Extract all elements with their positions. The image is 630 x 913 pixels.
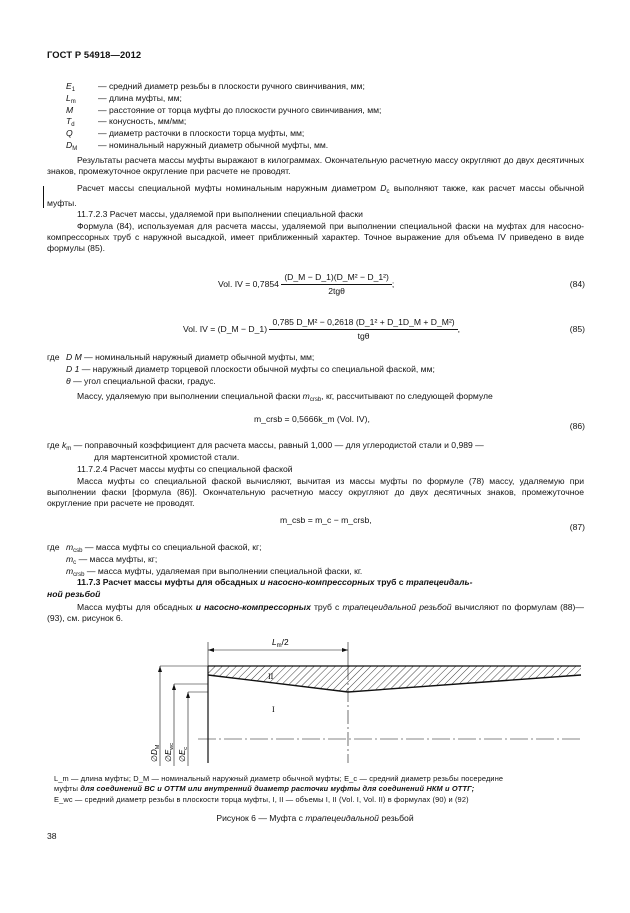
lm-half-label: $L_m/2$	[272, 637, 289, 649]
paragraph-removed-mass: Массу, удаляемую при выполнении специальной фаски $m_{crsb}$, кг, рассчитывают по следующей формуле	[77, 391, 493, 403]
figure-6-coupling-drawing	[140, 628, 600, 768]
where-symbol-subscript: crsb	[73, 571, 85, 578]
formula-87-body: m_csb = m_c − m_crsb,	[280, 515, 372, 525]
definition-row	[50, 128, 590, 140]
where-row	[47, 566, 587, 578]
where-text: — угол специальной фаски, градус.	[73, 375, 216, 386]
formula-85-denominator: tgθ	[357, 331, 370, 341]
definition-symbol: $T_d$	[66, 116, 75, 129]
definition-text: — номинальный наружный диаметр обычной муфты, мм.	[98, 139, 329, 150]
paragraph-special-coupling: Расчет массы специальной муфты номинальным наружным диаметром $D_c$ выполняют также, как расчет массы обычной муфты.	[47, 183, 585, 208]
ewc-arrow	[172, 684, 176, 690]
where-text: — наружный диаметр торцевой плоскости обычной муфты со специальной фаской, мм;	[81, 363, 435, 374]
definition-row	[50, 93, 590, 105]
formula-85-numerator: 0,785 D_M² − 0,2618 (D_1² + D_1D_M + D_M²)	[269, 317, 457, 330]
where-text: — номинальный наружный диаметр обычной муфты, мм;	[84, 352, 315, 362]
definition-symbol-subscript: M	[72, 145, 78, 152]
section-heading-11-7-3-cont: ной резьбой	[47, 589, 101, 599]
formula-84-number: (84)	[569, 279, 585, 289]
where-symbol: $m_{csb}$	[66, 542, 83, 554]
where-row	[47, 542, 587, 554]
formula-85-number: (85)	[569, 324, 585, 334]
definition-symbol-subscript: d	[71, 122, 75, 129]
where-text: — масса муфты со специальной фаской, кг;	[84, 542, 262, 552]
where-symbol: D 1	[66, 363, 80, 374]
ec-arrow	[186, 692, 190, 698]
where-symbol: D M	[66, 352, 82, 362]
formula-86-number: (86)	[569, 421, 585, 431]
region-i-label: I	[272, 705, 275, 714]
region-ii-label: II	[268, 672, 274, 681]
where-symbol-subscript: c	[73, 559, 77, 566]
definition-symbol-subscript: m	[70, 98, 76, 105]
paragraph-special-chamfer-mass: Масса муфты со специальной фаской вычисляют, вычитая из массы муфты по формуле (78) массу, удаляемую при выполнении фаски [формула (86)]. Окончательную расчетную массу округляют до двух десятичных знаков, промежуточное округление при расчете не проводят.	[47, 476, 584, 508]
section-heading-11-7-3: 11.7.3 Расчет массы муфты для обсадных и насосно-компрессорных труб с трапецеидаль-	[77, 577, 473, 587]
ec-dimension-label: $\emptyset E_c$	[178, 746, 189, 762]
section-heading-11-7-2-4: 11.7.2.4 Расчет массы муфты со специальной фаской	[77, 464, 293, 474]
definition-symbol-subscript: 1	[71, 87, 76, 93]
definition-text: — конусность, мм/мм;	[98, 116, 187, 127]
change-marker	[43, 186, 44, 208]
formula-84-lhs: Vol. IV = 0,7854	[218, 278, 279, 289]
where-row	[47, 376, 587, 388]
definition-text: — средний диаметр резьбы в плоскости ручного свинчивания, мм;	[98, 81, 365, 91]
dm-arrow	[158, 666, 162, 672]
paragraph-correction-factor-cont: для мартенситной хромистой стали.	[94, 452, 240, 462]
figure-caption-line-3: E_wc — средний диаметр резьбы в плоскости торца муфты, I, II — объемы I, II (Vol. I, Vol. II) в формулах (90) и (92)	[54, 795, 469, 804]
page-number: 38	[47, 831, 57, 841]
definition-symbol: M	[66, 104, 74, 115]
where-symbol: θ	[66, 375, 71, 386]
where-row	[47, 364, 587, 376]
formula-84: Vol. IV = 0,7854 $\frac{\text{(D\_M − D\_1)(D\_M² − D\_1²)}}{\text{2tgθ}}$ ; (84)	[218, 272, 585, 296]
document-header: ГОСТ Р 54918—2012	[47, 49, 142, 60]
definition-row	[50, 116, 590, 128]
where-symbol-subscript: csb	[73, 548, 83, 554]
definition-symbol: $D_M$	[66, 139, 78, 152]
formula-87-number: (87)	[569, 522, 585, 532]
figure-caption-line-1: L_m — длина муфты; D_M — номинальный наружный диаметр обычной муфты; E_c — средний диаметр резьбы посередине	[54, 774, 504, 783]
where-text: — масса муфты, удаляемая при выполнении специальной фаски, кг.	[86, 565, 363, 576]
figure-caption-line-2: муфты для соединений ВС и ОТТМ или внутренний диаметр расточки муфты для соединений НКМ и ОТТГ;	[54, 784, 475, 793]
paragraph-formula-84-intro: Формула (84), используемая для расчета массы, удаляемой при выполнении специальной фаски на муфтах для насосно-компрессорных труб с наружной высадкой, имеет приближенный характер. Точное выражение для объема IV приведено в виде формулы (85).	[47, 221, 584, 253]
definition-text: — длина муфты, мм;	[98, 92, 182, 103]
formula-86-body: m_crsb = 0,5666k_m (Vol. IV),	[254, 414, 370, 424]
definition-list	[50, 81, 590, 152]
definition-row	[50, 140, 590, 152]
paragraph-trapezoidal-mass: Масса муфты для обсадных и насосно-компрессорных труб с трапецеидальной резьбой вычисляют по формулам (88)—(93), см. рисунок 6.	[47, 602, 584, 623]
figure-title: Рисунок 6 — Муфта с трапецеидальной резьбой	[216, 813, 414, 823]
where-symbol: $m_c$	[66, 553, 77, 566]
where-row	[47, 554, 587, 566]
definition-symbol: Q	[66, 128, 73, 139]
where-symbol: $m_{crsb}$	[66, 565, 85, 578]
formula-84-numerator: (D_M − D_1)(D_M² − D_1²)	[281, 272, 392, 285]
where-row	[47, 352, 587, 364]
definition-text: — расстояние от торца муфты до плоскости ручного свинчивания, мм;	[98, 104, 382, 115]
paragraph-result-rounding: Результаты расчета массы муфты выражают в килограммах. Окончательную расчетную массу округляют до двух десятичных знаков, промежуточное округление при расчете не проводят.	[47, 155, 584, 176]
where-lead: где	[47, 542, 60, 552]
formula-86	[40, 414, 585, 440]
where-list-85	[47, 352, 587, 387]
paragraph-correction-factor: где $k_m$ — поправочный коэффициент для расчета массы, равный 1,000 — для углеродистой стали и 0,989 —	[47, 440, 484, 452]
formula-87	[40, 515, 585, 541]
where-text: — масса муфты, кг;	[78, 553, 158, 564]
definition-symbol: $L_m$	[66, 92, 76, 105]
definition-row	[50, 81, 590, 93]
where-list-87	[47, 542, 587, 577]
where-lead: где	[47, 352, 60, 362]
definition-symbol: $E_1$	[66, 81, 76, 93]
formula-85-lhs: Vol. IV = (D_M − D_1)	[183, 323, 268, 334]
ewc-dimension-label: $\emptyset E_{wc}$	[164, 742, 175, 762]
dm-dimension-label: $\emptyset D_M$	[150, 744, 161, 762]
definition-text: — диаметр расточки в плоскости торца муфты, мм;	[98, 128, 305, 139]
definition-row	[50, 105, 590, 117]
formula-84-denominator: 2tgθ	[328, 286, 345, 296]
formula-85: Vol. IV = (D_M − D_1) $\frac{\text{0,785 D\_M² − 0,2618 (D\_1² + D\_1D\_M + D\_M²)}}{\text{tgθ}}$ , (85)	[183, 317, 585, 341]
section-heading-11-7-2-3: 11.7.2.3 Расчет массы, удаляемой при выполнении специальной фаски	[77, 209, 363, 219]
